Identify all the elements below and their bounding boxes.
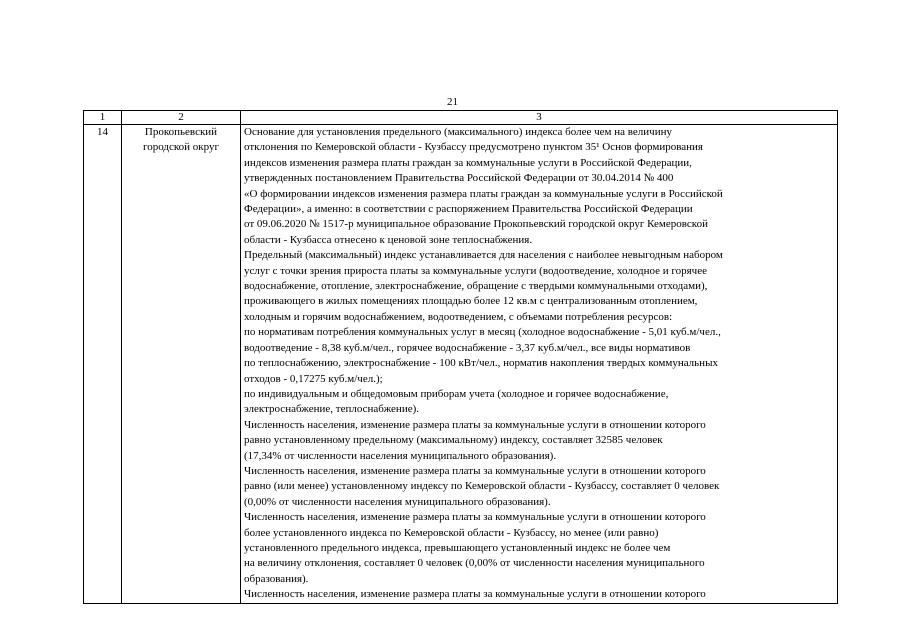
header-cell-2: 2: [122, 111, 241, 125]
text-line: Предельный (максимальный) индекс устанавливается для населения с наиболее невыгодным набором: [244, 249, 723, 262]
text-line: по индивидуальным и общедомовым приборам учета (холодное и горячее водоснабжение,: [244, 387, 669, 400]
data-table: [83, 110, 838, 604]
text-line: «О формировании индексов изменения размера платы граждан за коммунальные услуги в Российской: [244, 187, 723, 200]
text-line: водоснабжение, отопление, электроснабжение, обращение с твердыми коммунальными отходами),: [244, 280, 708, 293]
row-number: 14: [84, 125, 122, 604]
text-line: услуг с точки зрения прироста платы за коммунальные услуги (водоотведение, холодное и горячее: [244, 264, 707, 277]
text-line: от 09.06.2020 № 1517-р муниципальное образование Прокопьевский городской округ Кемеровской: [244, 218, 708, 231]
text-line: (17,34% от численности населения муниципального образования).: [244, 449, 557, 462]
table-header-row: [84, 111, 838, 125]
text-line: равно (или менее) установленному индексу по Кемеровской области - Кузбассу, составляет 0 человек: [244, 480, 720, 493]
text-line: Основание для установления предельного (максимального) индекса более чем на величину: [244, 126, 672, 138]
text-line: электроснабжение, теплоснабжение).: [244, 403, 419, 416]
text-line: образования).: [244, 572, 309, 585]
description-text: [241, 125, 838, 604]
text-line: Численность населения, изменение размера платы за коммунальные услуги в отношении которого: [244, 511, 706, 524]
municipality-name-line: городской округ: [142, 141, 220, 154]
text-line: Численность населения, изменение размера платы за коммунальные услуги в отношении которого: [244, 464, 706, 477]
text-line: холодным и горячим водоснабжением, водоотведением, с объемами потребления ресурсов:: [244, 310, 673, 323]
text-line: по теплоснабжению, электроснабжение - 100 кВт/чел., норматив накопления твердых коммунальных: [244, 357, 718, 370]
text-line: Федерации», а именно: в соответствии с распоряжением Правительства Российской Федерации: [244, 203, 693, 216]
text-line: отклонения по Кемеровской области - Кузбассу предусмотрено пунктом 35¹ Основ формирования: [244, 141, 703, 154]
text-line: индексов изменения размера платы граждан за коммунальные услуги в Российской Федерации,: [244, 156, 692, 169]
header-cell-1: 1: [84, 111, 122, 125]
text-line: отходов - 0,17275 куб.м/чел.);: [244, 372, 383, 385]
table-row: [84, 125, 838, 604]
text-line: по нормативам потребления коммунальных услуг в месяц (холодное водоснабжение - 5,01 куб.м/чел.,: [244, 326, 721, 339]
text-line: водоотведение - 8,38 куб.м/чел., горячее водоснабжение - 3,37 куб.м/чел., все виды нормативов: [244, 341, 691, 354]
text-line: утвержденных постановлением Правительства Российской Федерации от 30.04.2014 № 400: [244, 172, 674, 185]
text-line: равно установленному предельному (максимальному) индексу, составляет 32585 человек: [244, 434, 663, 447]
text-line: проживающего в жилых помещениях площадью более 12 кв.м с централизованным отоплением,: [244, 295, 698, 308]
text-line: Численность населения, изменение размера платы за коммунальные услуги в отношении которого: [244, 418, 706, 431]
text-line: Численность населения, изменение размера платы за коммунальные услуги в отношении которого: [244, 588, 706, 601]
header-cell-3: 3: [241, 111, 838, 125]
text-line: установленного предельного индекса, превышающего установленный индекс не более чем: [244, 541, 671, 554]
municipality-name: [122, 125, 241, 604]
municipality-name-line: Прокопьевский: [144, 126, 218, 138]
text-line: на величину отклонения, составляет 0 человек (0,00% от численности населения муниципального: [244, 557, 705, 570]
text-line: (0,00% от численности населения муниципального образования).: [244, 495, 551, 508]
text-line: более установленного индекса по Кемеровской области - Кузбассу, но менее (или равно): [244, 526, 659, 539]
page-number: 21: [447, 96, 458, 108]
text-line: области - Кузбасса отнесено к ценовой зоне теплоснабжения.: [244, 233, 533, 246]
